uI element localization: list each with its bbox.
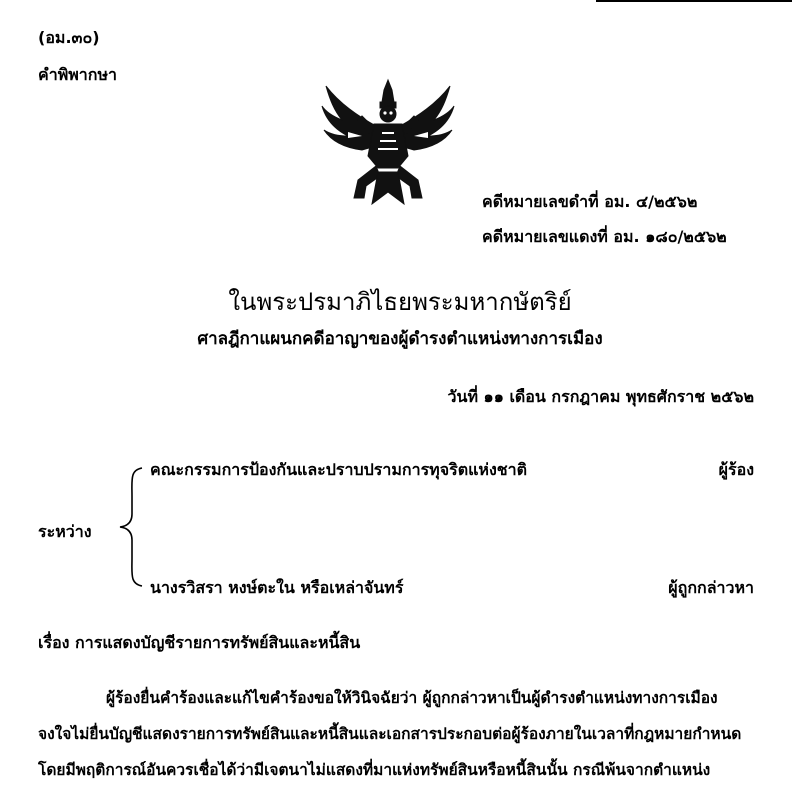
defendant-role: ผู้ถูกกล่าวหา: [668, 578, 754, 597]
document-type: คำพิพากษา: [38, 65, 117, 84]
body-line: ผู้ร้องยื่นคำร้องและแก้ไขคำร้องขอให้วินิจฉัยว่า ผู้ถูกกล่าวหาเป็นผู้ดำรงตำแหน่งทางการเมือง: [106, 689, 718, 707]
brace-icon: [116, 466, 146, 588]
black-case-number: คดีหมายเลขดำที่ อม. ๔/๒๕๖๒: [482, 192, 698, 211]
body-line: โดยมีพฤติการณ์อันควรเชื่อได้ว่ามีเจตนาไม่แสดงที่มาแห่งทรัพย์สินหรือหนี้สินนั้น กรณีพ้นจากตำแหน่ง: [38, 761, 711, 779]
judgment-date: วันที่ ๑๑ เดือน กรกฎาคม พุทธศักราช ๒๕๖๒: [447, 387, 754, 406]
subject-line: เรื่อง การแสดงบัญชีรายการทรัพย์สินและหนี้สิน: [38, 633, 361, 652]
between-label: ระหว่าง: [38, 522, 92, 541]
defendant-name: นางรวิสรา หงษ์ตะใน หรือเหล่าจันทร์: [150, 578, 404, 597]
red-case-number: คดีหมายเลขแดงที่ อม. ๑๘๐/๒๕๖๒: [482, 227, 727, 246]
form-code: (อม.๓๐): [38, 28, 100, 47]
court-name: ศาลฎีกาแผนกคดีอาญาของผู้ดำรงตำแหน่งทางการเมือง: [197, 329, 603, 349]
body-line: จงใจไม่ยื่นบัญชีแสดงรายการทรัพย์สินและหนี้สินและเอกสารประกอบต่อผู้ร้องภายในเวลาที่กฎหมายกำหนด: [38, 725, 742, 743]
plaintiff-role: ผู้ร้อง: [718, 460, 754, 479]
top-rule: [596, 0, 792, 2]
garuda-emblem-icon: [318, 76, 458, 208]
judgment-body: [38, 680, 758, 788]
plaintiff-name: คณะกรรมการป้องกันและปราบปรามการทุจริตแห่งชาติ: [150, 460, 527, 479]
royal-title: ในพระปรมาภิไธยพระมหากษัตริย์: [228, 288, 572, 316]
